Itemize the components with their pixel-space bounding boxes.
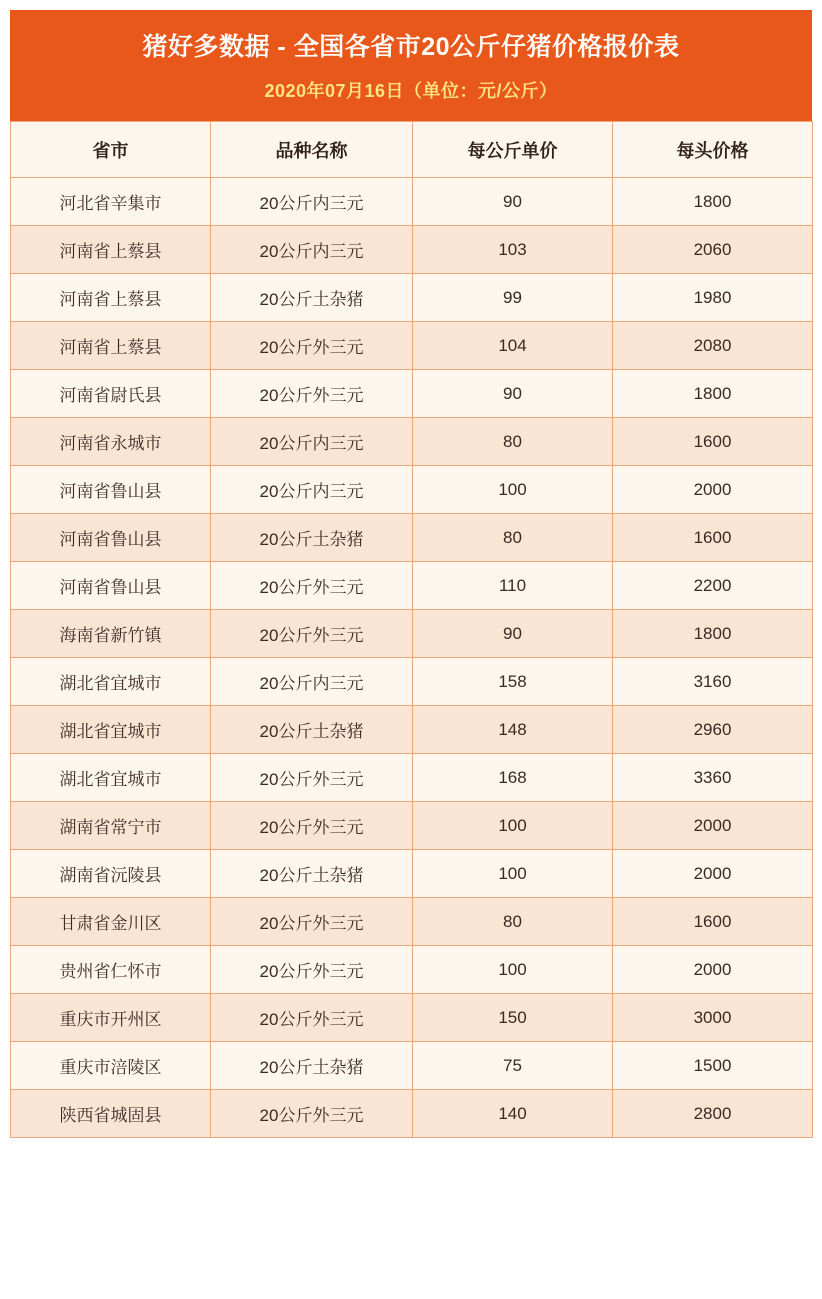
- cell-variety: 20公斤外三元: [211, 946, 413, 994]
- table-row: [11, 1090, 813, 1138]
- cell-variety: 20公斤土杂猪: [211, 850, 413, 898]
- cell-variety: 20公斤外三元: [211, 370, 413, 418]
- cell-unit-price: 158: [413, 658, 613, 706]
- table-row: [11, 802, 813, 850]
- table-row: [11, 754, 813, 802]
- cell-region: 河南省永城市: [11, 418, 211, 466]
- cell-head-price: 2000: [613, 946, 813, 994]
- table-row: [11, 322, 813, 370]
- table-row: [11, 274, 813, 322]
- report-date-subtitle: 2020年07月16日（单位：元/公斤）: [264, 81, 558, 102]
- cell-variety: 20公斤土杂猪: [211, 1042, 413, 1090]
- cell-region: 河南省上蔡县: [11, 274, 211, 322]
- cell-variety: 20公斤外三元: [211, 802, 413, 850]
- cell-unit-price: 104: [413, 322, 613, 370]
- cell-head-price: 3160: [613, 658, 813, 706]
- cell-unit-price: 90: [413, 610, 613, 658]
- table-row: [11, 562, 813, 610]
- cell-head-price: 2000: [613, 802, 813, 850]
- table-row: [11, 514, 813, 562]
- cell-unit-price: 150: [413, 994, 613, 1042]
- table-row: [11, 706, 813, 754]
- cell-region: 陕西省城固县: [11, 1090, 211, 1138]
- cell-variety: 20公斤外三元: [211, 322, 413, 370]
- table-row: [11, 466, 813, 514]
- cell-head-price: 1600: [613, 418, 813, 466]
- cell-region: 贵州省仁怀市: [11, 946, 211, 994]
- cell-variety: 20公斤外三元: [211, 610, 413, 658]
- cell-head-price: 3000: [613, 994, 813, 1042]
- cell-head-price: 1600: [613, 898, 813, 946]
- cell-head-price: 1500: [613, 1042, 813, 1090]
- cell-unit-price: 103: [413, 226, 613, 274]
- cell-unit-price: 148: [413, 706, 613, 754]
- table-row: [11, 658, 813, 706]
- cell-variety: 20公斤内三元: [211, 418, 413, 466]
- cell-unit-price: 80: [413, 898, 613, 946]
- cell-unit-price: 100: [413, 946, 613, 994]
- cell-region: 湖北省宜城市: [11, 658, 211, 706]
- cell-unit-price: 110: [413, 562, 613, 610]
- cell-head-price: 3360: [613, 754, 813, 802]
- cell-variety: 20公斤外三元: [211, 1090, 413, 1138]
- cell-region: 重庆市开州区: [11, 994, 211, 1042]
- cell-variety: 20公斤土杂猪: [211, 514, 413, 562]
- cell-unit-price: 80: [413, 514, 613, 562]
- table-row: [11, 178, 813, 226]
- cell-head-price: 2080: [613, 322, 813, 370]
- cell-head-price: 1800: [613, 370, 813, 418]
- cell-head-price: 2200: [613, 562, 813, 610]
- report-header: [10, 10, 812, 121]
- cell-variety: 20公斤内三元: [211, 466, 413, 514]
- cell-region: 河南省尉氏县: [11, 370, 211, 418]
- table-row: [11, 610, 813, 658]
- cell-region: 湖北省宜城市: [11, 754, 211, 802]
- cell-region: 河南省鲁山县: [11, 562, 211, 610]
- cell-variety: 20公斤外三元: [211, 754, 413, 802]
- table-row: [11, 226, 813, 274]
- cell-region: 河北省辛集市: [11, 178, 211, 226]
- cell-head-price: 2000: [613, 466, 813, 514]
- table-body: [11, 178, 813, 1138]
- column-header-unit-price: 每公斤单价: [413, 122, 613, 178]
- page-title: 猪好多数据 - 全国各省市20公斤仔猪价格报价表: [142, 33, 680, 61]
- cell-variety: 20公斤外三元: [211, 562, 413, 610]
- table-row: [11, 850, 813, 898]
- cell-region: 重庆市涪陵区: [11, 1042, 211, 1090]
- cell-unit-price: 90: [413, 370, 613, 418]
- cell-head-price: 2800: [613, 1090, 813, 1138]
- cell-unit-price: 100: [413, 466, 613, 514]
- cell-unit-price: 75: [413, 1042, 613, 1090]
- cell-head-price: 1800: [613, 178, 813, 226]
- cell-variety: 20公斤外三元: [211, 898, 413, 946]
- piglet-price-table: [10, 121, 813, 1138]
- table-row: [11, 946, 813, 994]
- cell-unit-price: 99: [413, 274, 613, 322]
- cell-region: 甘肃省金川区: [11, 898, 211, 946]
- table-row: [11, 898, 813, 946]
- table-row: [11, 1042, 813, 1090]
- cell-region: 河南省鲁山县: [11, 514, 211, 562]
- cell-unit-price: 90: [413, 178, 613, 226]
- cell-region: 河南省上蔡县: [11, 226, 211, 274]
- cell-region: 湖北省宜城市: [11, 706, 211, 754]
- cell-variety: 20公斤外三元: [211, 994, 413, 1042]
- cell-region: 海南省新竹镇: [11, 610, 211, 658]
- cell-unit-price: 140: [413, 1090, 613, 1138]
- cell-unit-price: 80: [413, 418, 613, 466]
- table-row: [11, 370, 813, 418]
- cell-unit-price: 168: [413, 754, 613, 802]
- cell-head-price: 2000: [613, 850, 813, 898]
- column-header-region: 省市: [11, 122, 211, 178]
- cell-head-price: 2960: [613, 706, 813, 754]
- column-header-head-price: 每头价格: [613, 122, 813, 178]
- table-header-row: [11, 122, 813, 178]
- cell-head-price: 1600: [613, 514, 813, 562]
- cell-region: 湖南省沅陵县: [11, 850, 211, 898]
- cell-variety: 20公斤土杂猪: [211, 274, 413, 322]
- cell-region: 河南省上蔡县: [11, 322, 211, 370]
- table-row: [11, 994, 813, 1042]
- cell-variety: 20公斤内三元: [211, 658, 413, 706]
- cell-unit-price: 100: [413, 802, 613, 850]
- table-row: [11, 418, 813, 466]
- cell-head-price: 1980: [613, 274, 813, 322]
- cell-variety: 20公斤内三元: [211, 178, 413, 226]
- cell-region: 湖南省常宁市: [11, 802, 211, 850]
- cell-region: 河南省鲁山县: [11, 466, 211, 514]
- cell-variety: 20公斤内三元: [211, 226, 413, 274]
- column-header-variety: 品种名称: [211, 122, 413, 178]
- cell-head-price: 2060: [613, 226, 813, 274]
- cell-head-price: 1800: [613, 610, 813, 658]
- cell-unit-price: 100: [413, 850, 613, 898]
- cell-variety: 20公斤土杂猪: [211, 706, 413, 754]
